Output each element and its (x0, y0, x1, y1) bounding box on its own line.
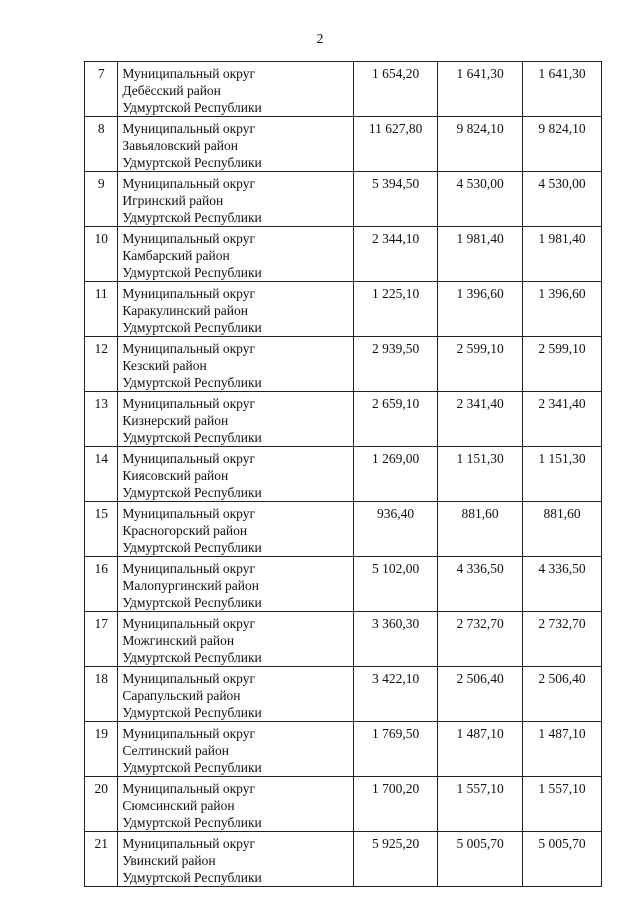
value-col-1: 3 360,30 (354, 612, 438, 667)
value-col-2: 1 981,40 (438, 227, 523, 282)
municipality-name-line: Муниципальный округ (122, 451, 255, 466)
value-col-1: 2 939,50 (354, 337, 438, 392)
value-col-1: 1 700,20 (354, 777, 438, 832)
value-col-1: 1 769,50 (354, 722, 438, 777)
value-col-2: 1 487,10 (438, 722, 523, 777)
value-col-3: 1 487,10 (523, 722, 602, 777)
municipality-name (118, 832, 354, 887)
municipality-name (118, 282, 354, 337)
table-row (85, 282, 602, 337)
table-row (85, 722, 602, 777)
municipality-name-line: Удмуртской Республики (122, 870, 262, 885)
row-number: 21 (85, 832, 118, 887)
row-number: 12 (85, 337, 118, 392)
municipality-name (118, 667, 354, 722)
municipality-name-line: Селтинский район (122, 743, 229, 758)
municipality-name-line: Муниципальный округ (122, 121, 255, 136)
row-number: 13 (85, 392, 118, 447)
value-col-3: 9 824,10 (523, 117, 602, 172)
municipality-name-line: Дебёсский район (122, 83, 221, 98)
table-body (85, 62, 602, 887)
municipality-name (118, 447, 354, 502)
municipality-name-line: Сарапульский район (122, 688, 241, 703)
table-row (85, 612, 602, 667)
value-col-3: 1 981,40 (523, 227, 602, 282)
table-row (85, 117, 602, 172)
value-col-1: 5 394,50 (354, 172, 438, 227)
municipality-name-line: Кизнерский район (122, 413, 229, 428)
row-number: 16 (85, 557, 118, 612)
value-col-2: 881,60 (438, 502, 523, 557)
table-row (85, 447, 602, 502)
row-number: 10 (85, 227, 118, 282)
municipality-name-line: Удмуртской Республики (122, 650, 262, 665)
value-col-2: 2 506,40 (438, 667, 523, 722)
value-col-1: 2 344,10 (354, 227, 438, 282)
municipality-name (118, 722, 354, 777)
municipality-name-line: Удмуртской Республики (122, 320, 262, 335)
municipality-name-line: Муниципальный округ (122, 671, 255, 686)
value-col-1: 2 659,10 (354, 392, 438, 447)
value-col-3: 1 396,60 (523, 282, 602, 337)
value-col-3: 2 599,10 (523, 337, 602, 392)
municipality-name (118, 612, 354, 667)
municipality-name-line: Удмуртской Республики (122, 265, 262, 280)
value-col-1: 1 654,20 (354, 62, 438, 117)
row-number: 9 (85, 172, 118, 227)
municipality-name (118, 337, 354, 392)
municipality-name (118, 227, 354, 282)
municipality-name-line: Муниципальный округ (122, 561, 255, 576)
table-row (85, 392, 602, 447)
municipality-name (118, 557, 354, 612)
municipality-name-line: Удмуртской Республики (122, 815, 262, 830)
municipality-name-line: Красногорский район (122, 523, 248, 538)
municipality-name (118, 392, 354, 447)
value-col-3: 2 506,40 (523, 667, 602, 722)
municipality-name-line: Муниципальный округ (122, 396, 255, 411)
table-row (85, 62, 602, 117)
value-col-2: 1 151,30 (438, 447, 523, 502)
municipality-name (118, 172, 354, 227)
value-col-1: 936,40 (354, 502, 438, 557)
budget-table (84, 61, 602, 887)
row-number: 20 (85, 777, 118, 832)
value-col-2: 4 530,00 (438, 172, 523, 227)
municipality-name-line: Муниципальный округ (122, 781, 255, 796)
value-col-3: 5 005,70 (523, 832, 602, 887)
municipality-name-line: Киясовский район (122, 468, 229, 483)
municipality-name (118, 117, 354, 172)
municipality-name-line: Удмуртской Республики (122, 430, 262, 445)
municipality-name-line: Муниципальный округ (122, 726, 255, 741)
value-col-2: 2 732,70 (438, 612, 523, 667)
municipality-name-line: Муниципальный округ (122, 286, 255, 301)
municipality-name-line: Муниципальный округ (122, 231, 255, 246)
table-row (85, 777, 602, 832)
table-row (85, 667, 602, 722)
table-row (85, 502, 602, 557)
municipality-name-line: Удмуртской Республики (122, 595, 262, 610)
value-col-3: 881,60 (523, 502, 602, 557)
row-number: 19 (85, 722, 118, 777)
municipality-name (118, 777, 354, 832)
municipality-name-line: Увинский район (122, 853, 216, 868)
row-number: 7 (85, 62, 118, 117)
value-col-2: 4 336,50 (438, 557, 523, 612)
value-col-3: 1 557,10 (523, 777, 602, 832)
value-col-3: 1 641,30 (523, 62, 602, 117)
row-number: 11 (85, 282, 118, 337)
value-col-1: 3 422,10 (354, 667, 438, 722)
value-col-2: 1 396,60 (438, 282, 523, 337)
municipality-name-line: Муниципальный округ (122, 176, 255, 191)
value-col-3: 4 530,00 (523, 172, 602, 227)
value-col-2: 2 599,10 (438, 337, 523, 392)
municipality-name-line: Удмуртской Республики (122, 210, 262, 225)
value-col-3: 2 341,40 (523, 392, 602, 447)
table-row (85, 227, 602, 282)
municipality-name-line: Муниципальный округ (122, 836, 255, 851)
value-col-1: 5 102,00 (354, 557, 438, 612)
municipality-name (118, 62, 354, 117)
row-number: 17 (85, 612, 118, 667)
municipality-name-line: Можгинский район (122, 633, 235, 648)
table-row (85, 337, 602, 392)
row-number: 14 (85, 447, 118, 502)
municipality-name-line: Игринский район (122, 193, 224, 208)
value-col-3: 1 151,30 (523, 447, 602, 502)
municipality-name-line: Камбарский район (122, 248, 230, 263)
municipality-name-line: Кезский район (122, 358, 207, 373)
table-row (85, 172, 602, 227)
municipality-name-line: Муниципальный округ (122, 506, 255, 521)
municipality-name-line: Удмуртской Республики (122, 155, 262, 170)
row-number: 18 (85, 667, 118, 722)
municipality-name-line: Удмуртской Республики (122, 100, 262, 115)
value-col-2: 5 005,70 (438, 832, 523, 887)
municipality-name-line: Муниципальный округ (122, 341, 255, 356)
municipality-name-line: Удмуртской Республики (122, 760, 262, 775)
value-col-2: 9 824,10 (438, 117, 523, 172)
municipality-name-line: Муниципальный округ (122, 616, 255, 631)
value-col-2: 1 641,30 (438, 62, 523, 117)
municipality-name-line: Завьяловский район (122, 138, 238, 153)
value-col-3: 2 732,70 (523, 612, 602, 667)
table-row (85, 832, 602, 887)
value-col-1: 1 269,00 (354, 447, 438, 502)
value-col-1: 5 925,20 (354, 832, 438, 887)
municipality-name-line: Удмуртской Республики (122, 375, 262, 390)
municipality-name-line: Каракулинский район (122, 303, 248, 318)
row-number: 15 (85, 502, 118, 557)
table-row (85, 557, 602, 612)
municipality-name-line: Муниципальный округ (122, 66, 255, 81)
municipality-name (118, 502, 354, 557)
row-number: 8 (85, 117, 118, 172)
municipality-name-line: Удмуртской Республики (122, 485, 262, 500)
value-col-2: 1 557,10 (438, 777, 523, 832)
municipality-name-line: Удмуртской Республики (122, 540, 262, 555)
municipality-name-line: Удмуртской Республики (122, 705, 262, 720)
value-col-2: 2 341,40 (438, 392, 523, 447)
value-col-3: 4 336,50 (523, 557, 602, 612)
municipality-name-line: Сюмсинский район (122, 798, 235, 813)
municipality-name-line: Малопургинский район (122, 578, 260, 593)
page-number: 2 (316, 32, 324, 47)
value-col-1: 1 225,10 (354, 282, 438, 337)
value-col-1: 11 627,80 (354, 117, 438, 172)
